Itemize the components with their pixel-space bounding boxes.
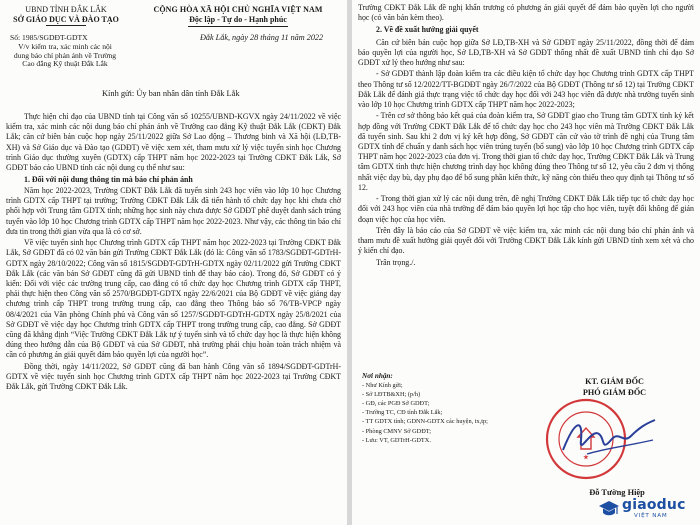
signature-line-1: KT. GIÁM ĐỐC (585, 377, 644, 386)
paragraph: Về việc tuyển sinh học Chương trình GDTX cấp THPT năm học 2022-2023 tại Trường CĐKT Đắk Lắk, Sở GDĐT đã có 02 văn bản gửi Trường CĐKT Đắk Lắk (đó là: Công văn số 1783/SGDĐT-GDTrH-GDTX ngày 28/10/2022; Công văn số 1815/SGDĐT-GDTrH-GDTX ngày 02/11/2022 gửi Trường CĐKT Đắk Lắk (các văn bản Sở GDĐT cũng đã gửi UBND tỉnh để thay báo cáo). Trong đó, Sở GDĐT có ý kiến: Đối với việc các trường trung cấp, cao đẳng có tổ chức dạy học Chương trình GDTX cấp THPT, phải thực hiện theo Công văn số 2570/BGDĐT-GDTX ngày 22/6/2021 của Bộ GDĐT về việc giảng dạy chương trình cấp THPT trong trường trung cấp, cao đẳng theo Thông báo số 76/TB-VPCP ngày 08/4/2021 của Văn phòng Chính phủ và Công văn số 1257/SGDĐT-GDTrH-GDTX ngày 25/8/2021 của Sở GDĐT về việc dạy học Chương trình GDTX cấp THPT trong trường trung cấp, cao đẳng. Sở GDĐT cũng đã khẳng định “Việc Trường CĐKT Đắk Lắk tự ý tuyển sinh và tổ chức dạy học là thực hiện không đúng theo hướng dẫn của Bộ GDĐT và của Sở GDĐT, nhà trường phải chịu hoàn toàn trách nhiệm và cần có phương án giải quyết đảm bảo quyền lợi của người học”. (6, 238, 341, 360)
addressee: Kính gửi: Ủy ban nhân dân tỉnh Đắk Lắk (102, 89, 240, 98)
letter-body-left (6, 112, 341, 394)
letter-body-right (358, 3, 694, 269)
paragraph: Đồng thời, ngày 14/11/2022, Sở GDĐT cũng đã ban hành Công văn số 1894/SGDĐT-GDTrH-GDTX về việc tuyển sinh học Chương trình GDTX cấp THPT năm học 2022-2023 tại Trường CĐKT Đắk Lắk, gửi Trường CĐKT Đắk Lắk. (6, 361, 341, 392)
paragraph: Năm học 2022-2023, Trường CĐKT Đắk Lắk đã tuyển sinh 243 học viên vào lớp 10 học Chương trình GDTX cấp THPT tại trường; Trường CĐKT Đắk Lắk đã tiến hành tổ chức dạy học khi chưa chờ phối hợp với Trung tâm GDTX tỉnh; những học sinh này chưa được Sở GDĐT phê duyệt danh sách trúng tuyển vào lớp 10 học Chương trình GDTX cấp THPT năm học 2022-2023. Như vậy, các thông tin báo chí đưa tin trong thời gian vừa qua là có cơ sở. (6, 185, 341, 236)
document-number-block (10, 34, 120, 69)
continued-paragraph: Trường CĐKT Đắk Lắk đề nghị khẩn trương có phương án giải quyết để đảm bảo quyền lợi cho người học (có văn bản kèm theo). (358, 3, 694, 23)
page-left (0, 0, 347, 525)
page-right (352, 0, 700, 525)
agency-underline (46, 25, 86, 26)
handwritten-signature-icon (557, 410, 662, 470)
nation-title: CỘNG HÒA XÃ HỘI CHỦ NGHĨA VIỆT NAM (153, 5, 323, 14)
agency-name: SỞ GIÁO DỤC VÀ ĐÀO TẠO (13, 14, 119, 24)
recipients-label: Nơi nhận: (362, 372, 393, 380)
recipient-item: - GĐ, các PGĐ Sở GDĐT; (362, 400, 430, 408)
signature-line-2: PHÓ GIÁM ĐỐC (582, 388, 647, 397)
section-1-heading: 1. Đối với nội dung thông tin mà báo chí phản ánh (24, 174, 193, 184)
recipient-item: - Lưu: VT, GDTrH-GDTX. (362, 436, 431, 444)
svg-text:★: ★ (583, 455, 589, 461)
recipient-item: - Sở LĐTB&XH; (p/h) (362, 391, 421, 399)
document-number: Số: 1985/SGDĐT-GDTX (10, 33, 88, 42)
paragraph: Trên đây là báo cáo của Sở GDĐT về việc kiểm tra, xác minh các nội dung báo chí phản ánh và tham mưu đề xuất hướng giải quyết đối với Trường CĐKT Đắk Lắk kính gửi UBND tỉnh xem xét và cho ý kiến chỉ đạo. (358, 226, 694, 256)
recipients-list (362, 372, 532, 445)
closing: Trân trọng./. (376, 257, 416, 267)
watermark-brand: giaoduc (622, 497, 686, 513)
motto-underline (188, 26, 288, 27)
paragraph: - Sở GDĐT thành lập đoàn kiểm tra các điều kiện tổ chức dạy học Chương trình GDTX cấp THPT theo Thông tư số 12/2022/TT-BGDĐT ngày 26/7/2022 của Bộ GDĐT (Thông tư số 12) tại Trường CĐKT Đắk Lắk để đánh giá thực trạng việc tổ chức dạy học đối với 243 học viên đã được nhà trường tuyển sinh vào lớp 10 học Chương trình GDTX cấp THPT năm học 2022-2023; (358, 69, 694, 110)
document-date: Đắk Lắk, ngày 28 tháng 11 năm 2022 (200, 33, 324, 42)
signature-title (542, 376, 687, 398)
recipient-item: - Như Kính gửi; (362, 382, 403, 390)
graduation-cap-icon (598, 499, 620, 519)
document-subject: V/v kiểm tra, xác minh các nội dung báo chí phản ánh về Trường Cao đẳng Kỹ thuật Đắk Lắk (13, 42, 117, 69)
motto: Độc lập - Tự do - Hạnh phúc (189, 15, 287, 24)
national-header (135, 5, 341, 30)
signer-name: Đỗ Tường Hiệp (589, 488, 645, 497)
paragraph: - Trong thời gian xử lý các nội dung trên, đề nghị Trường CĐKT Đắk Lắk tiếp tục tổ chức dạy học đối với 243 học viên của nhà trường để đảm bảo quyền lợi học tập cho học viên, tuyệt đối không để gián đoạn việc học của học viên. (358, 194, 694, 224)
paragraph: Căn cứ biên bản cuộc họp giữa Sở LĐ,TB-XH và Sở GDĐT ngày 25/11/2022, đồng thời để đảm bảo quyền lợi của người học, Sở LĐ,TB-XH và Sở GDĐT thống nhất đề xuất UBND tỉnh chỉ đạo Sở GDĐT xử lý theo hướng như sau: (358, 37, 694, 68)
watermark-logo (598, 496, 698, 522)
recipient-item: - TT GDTX tỉnh; GDNN-GDTX các huyện, tx,tp; (362, 418, 488, 426)
intro-paragraph: Thực hiện chỉ đạo của UBND tỉnh tại Công văn số 10255/UBND-KGVX ngày 24/11/2022 về việc kiểm tra, xác minh các nội dung báo chí phản ánh về Trường cao đẳng Kỹ thuật Đắk Lắk (CĐKT) Đắk Lắk; căn cứ biên bản cuộc họp ngày 25/11/2022 giữa Sở Lao động – Thương binh và Xã hội (LĐ,TB-XH) và Sở Giáo dục và Đào tạo (GDĐT) về việc xem xét, tham mưu xử lý việc tuyển sinh học Chương trình Giáo dục thường xuyên (GDTX) cấp THPT năm học 2022-2023 tại Trường CĐKT Đắk Lắk, Sở GDĐT báo cáo UBND tỉnh các nội dung cụ thể như sau: (6, 112, 341, 173)
paragraph: - Trên cơ sở thông báo kết quả của đoàn kiểm tra, Sở GDĐT giao cho Trung tâm GDTX tỉnh ký kết hợp đồng với Trường CĐKT Đắk Lắk để tổ chức dạy học cho 243 học viên mà Trường CĐKT Đắk Lắk đã tuyển sinh. Sau khi 2 đơn vị ký kết hợp đồng, Sở GDĐT căn cứ vào tờ trình đề nghị của Trung tâm GDTX tỉnh để chuẩn y danh sách học viên trúng tuyển (bổ sung) vào lớp 10 học Chương trình GDTX cấp THPT năm học 2022-2023 của đơn vị. Trong thời gian tổ chức dạy học, Trường CĐKT Đắk Lắk và Trung tâm GDTX tỉnh thực hiện chương trình dạy học không đúng theo Thông tư số 12, yêu cầu 2 đơn vị thống nhất việc dạy bù, dạy phụ đạo để bổ sung phần kiến thức, kỹ năng còn thiếu theo quy định tại Thông tư số 12. (358, 111, 694, 192)
watermark-tagline: VIỆT NAM (634, 513, 668, 519)
issuing-agency (6, 5, 126, 28)
recipient-item: - Trường TC, CĐ tỉnh Đắk Lắk; (362, 409, 443, 417)
section-2-heading: 2. Về đề xuất hướng giải quyết (376, 25, 479, 35)
agency-parent: UBND TỈNH ĐẮK LẮK (25, 5, 107, 14)
recipient-item: - Phòng CMNV Sở GDĐT; (362, 427, 431, 435)
